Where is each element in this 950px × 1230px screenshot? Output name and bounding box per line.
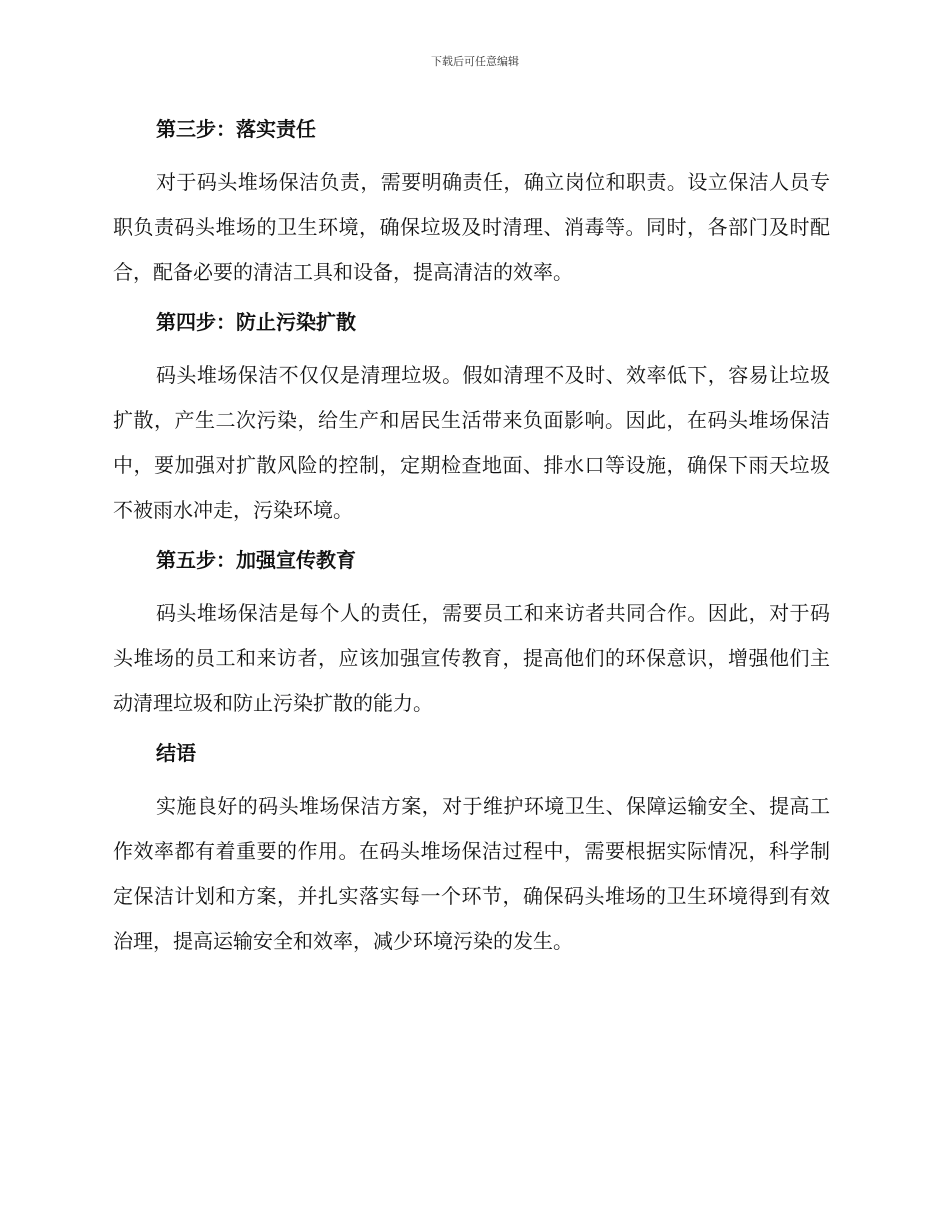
section-heading-step-3: 第三步：落实责任 [156,117,316,141]
section-paragraph-step-5: 码头堆场保洁是每个人的责任，需要员工和来访者共同合作。因此，对于码头堆场的员工和来访者，应该加强宣传教育，提高他们的环保意识，增强他们主动清理垃圾和防止污染扩散的能力。 [113,601,830,715]
section-heading-conclusion: 结语 [156,741,196,765]
section-paragraph-step-4: 码头堆场保洁不仅仅是清理垃圾。假如清理不及时、效率低下，容易让垃圾扩散，产生二次污染，给生产和居民生活带来负面影响。因此，在码头堆场保洁中，要加强对扩散风险的控制，定期检查地面、排水口等设施，确保下雨天垃圾不被雨水冲走，污染环境。 [113,363,830,522]
section-heading-step-5: 第五步：加强宣传教育 [156,548,356,572]
document-body [113,111,830,964]
section-heading-step-4: 第四步：防止污染扩散 [156,310,356,334]
section-paragraph-conclusion: 实施良好的码头堆场保洁方案，对于维护环境卫生、保障运输安全、提高工作效率都有着重要的作用。在码头堆场保洁过程中，需要根据实际情况，科学制定保洁计划和方案，并扎实落实每一个环节，确保码头堆场的卫生环境得到有效治理，提高运输安全和效率，减少环境污染的发生。 [113,794,830,953]
page-header-note: 下载后可任意编辑 [431,55,519,68]
section-paragraph-step-3: 对于码头堆场保洁负责，需要明确责任，确立岗位和职责。设立保洁人员专职负责码头堆场的卫生环境，确保垃圾及时清理、消毒等。同时，各部门及时配合，配备必要的清洁工具和设备，提高清洁的效率。 [113,170,830,284]
